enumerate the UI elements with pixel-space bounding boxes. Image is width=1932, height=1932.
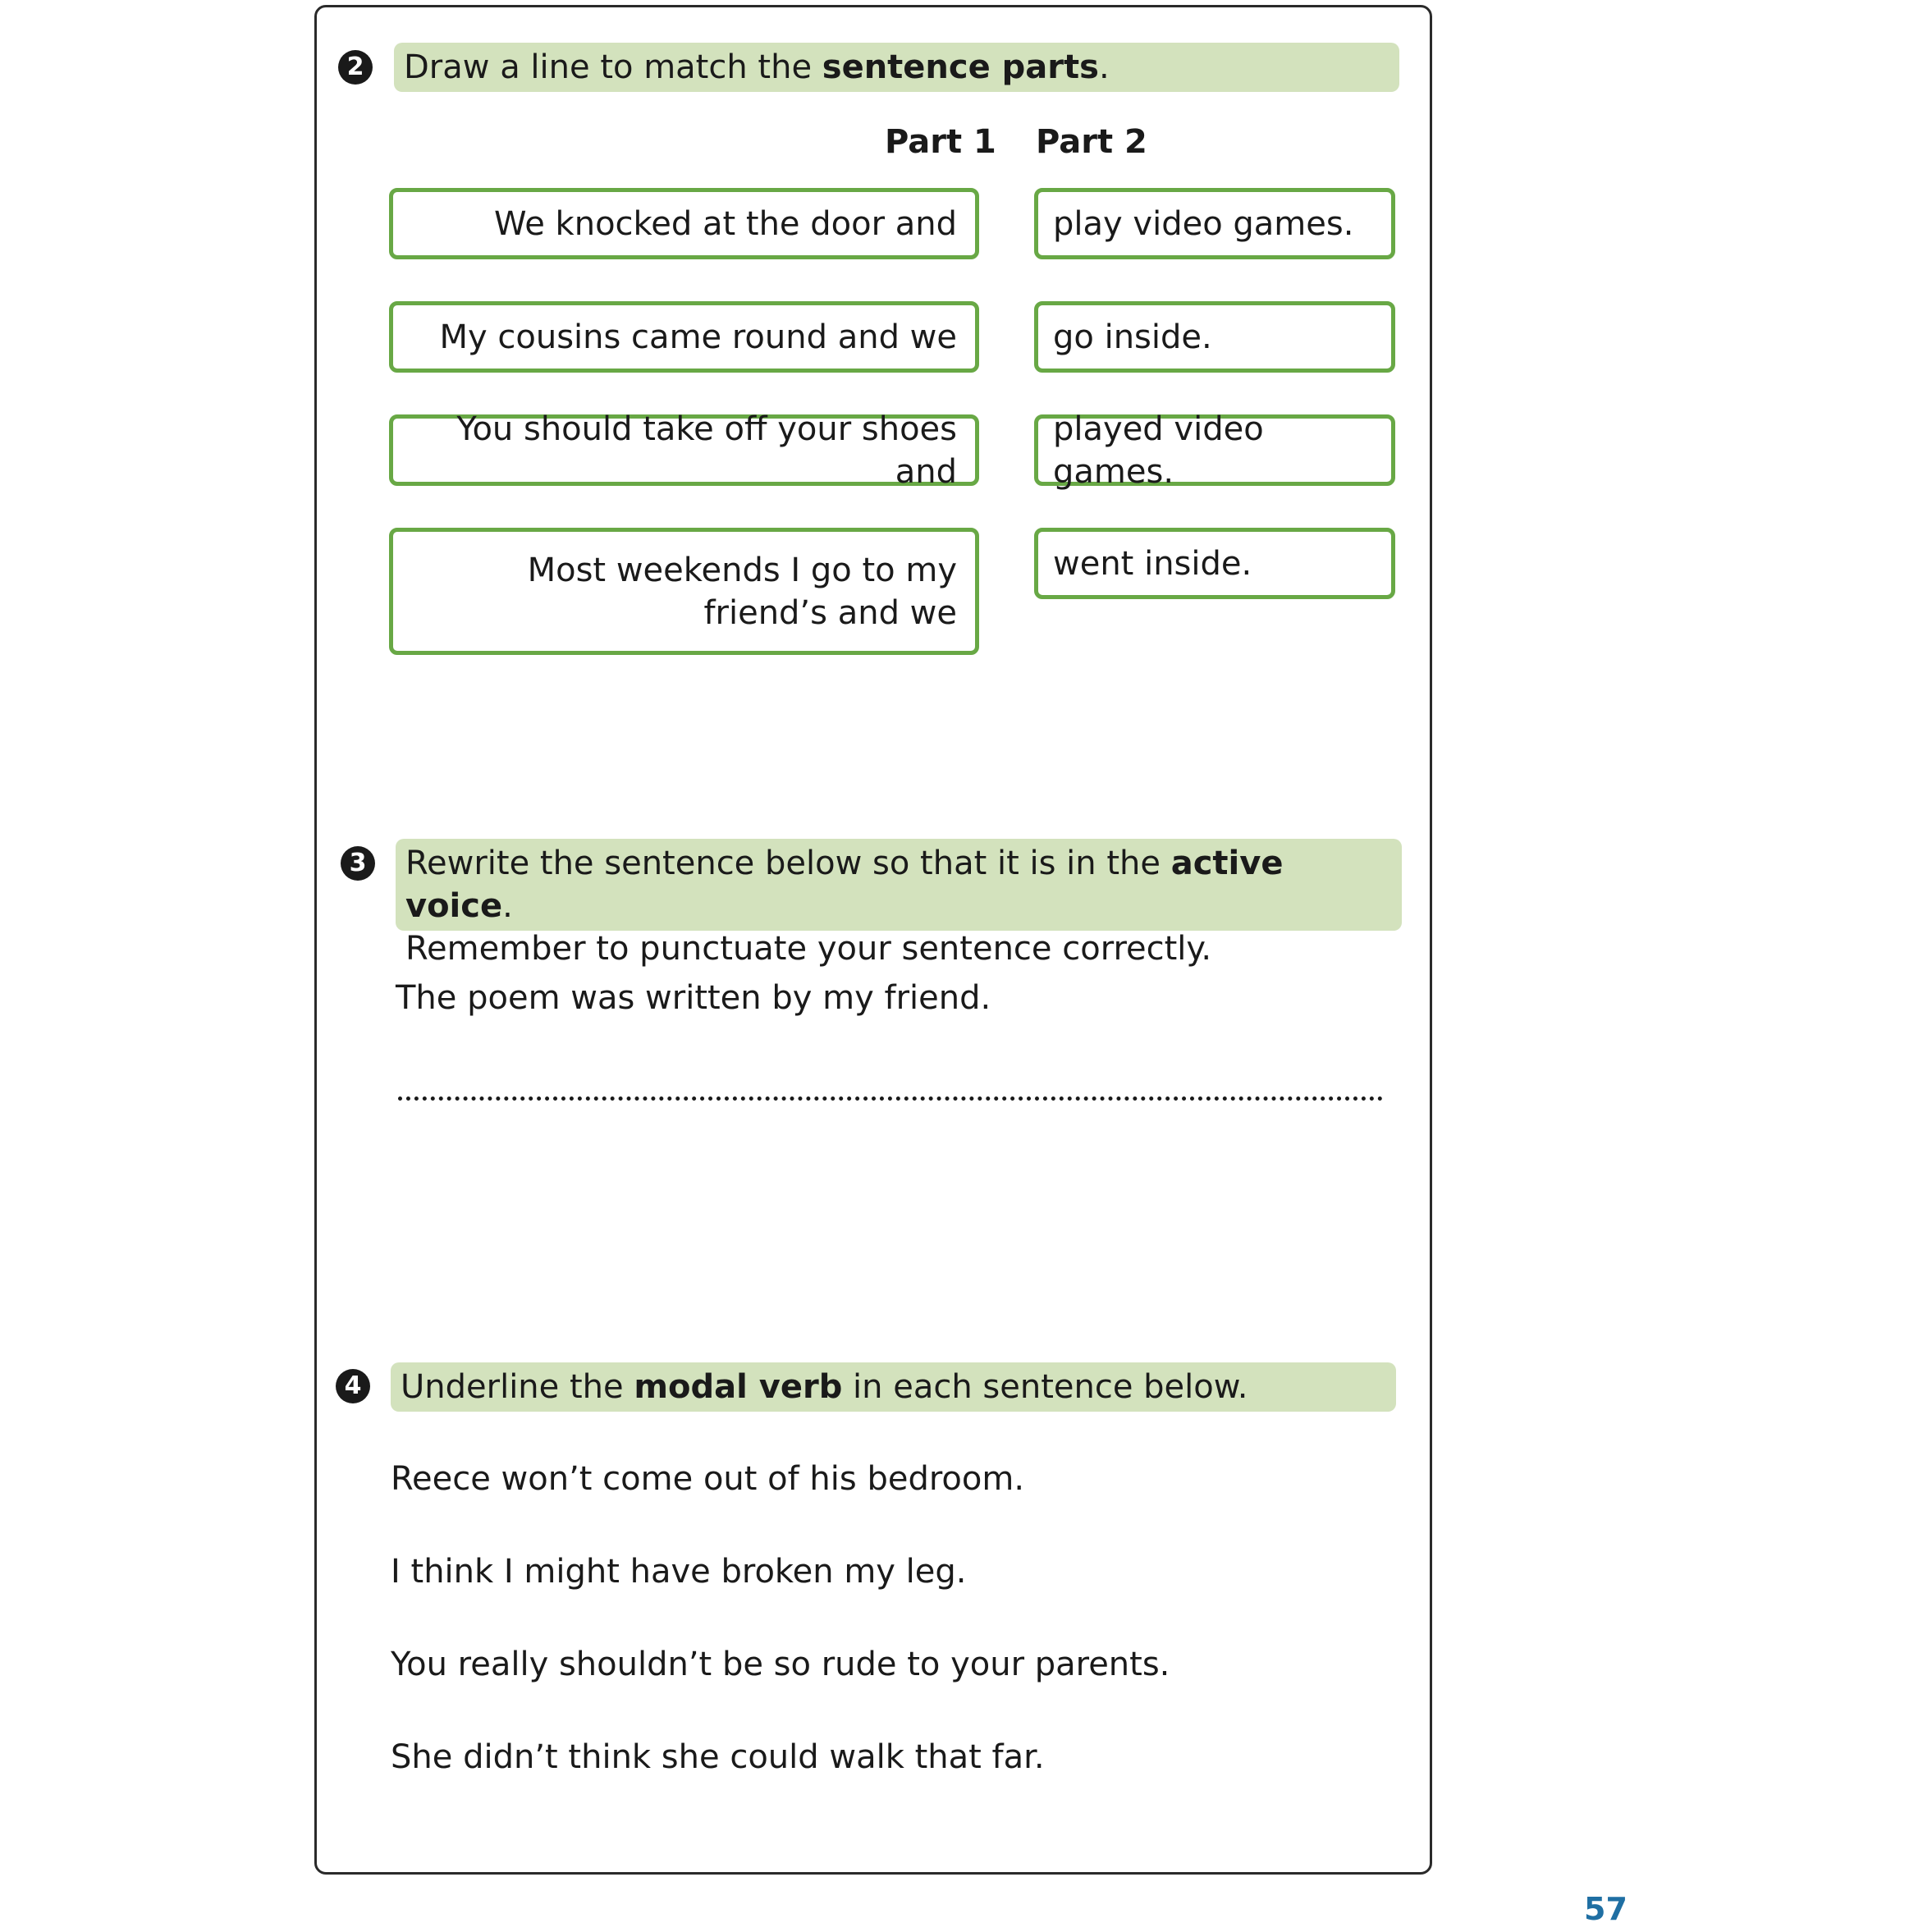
page-number: 57 [1584,1891,1628,1927]
part-2-box[interactable] [1034,410,1395,491]
instruction-text-end: . [502,887,513,925]
question-2-instruction [394,43,1399,92]
instruction-keyword: sentence parts [822,48,1099,86]
instruction-text-end: in each sentence below. [842,1368,1248,1406]
part-1-text: My cousins came round and we [439,318,957,356]
modal-sentence[interactable]: You really shouldn’t be so rude to your parents. [391,1646,1170,1683]
part-1-heading: Part 1 [885,123,996,161]
part-2-box[interactable] [1034,528,1395,599]
part-2-text: go inside. [1053,318,1212,356]
question-2-number: 2 [338,50,373,85]
part-2-text: play video games. [1053,204,1354,243]
instruction-text: Rewrite the sentence below so that it is in the [405,845,1171,882]
part-2-box[interactable] [1034,301,1395,373]
answer-line[interactable] [398,1096,1383,1101]
part-1-box[interactable] [389,528,979,655]
instruction-text: Underline the [401,1368,634,1406]
instruction-text-end: . [1098,48,1110,86]
part-2-text: went inside. [1053,544,1252,583]
part-1-text: We knocked at the door and [494,204,957,243]
part-2-text: played video games. [1053,410,1264,491]
instruction-text: Draw a line to match the [404,48,822,86]
passive-sentence: The poem was written by my friend. [396,979,991,1017]
part-1-box[interactable] [389,301,979,373]
part-1-box[interactable] [389,410,979,491]
question-3-instruction [396,839,1402,968]
question-4-instruction [391,1362,1396,1412]
instruction-text-line-2: Remember to punctuate your sentence correctly. [405,930,1212,968]
modal-sentence[interactable]: Reece won’t come out of his bedroom. [391,1460,1025,1498]
instruction-keyword: active voice [405,845,1284,925]
modal-sentence[interactable]: She didn’t think she could walk that far. [391,1738,1045,1776]
question-4-number: 4 [336,1369,370,1403]
part-2-box[interactable] [1034,188,1395,259]
question-3-number: 3 [341,846,375,881]
instruction-keyword: modal verb [634,1368,843,1406]
part-1-box[interactable] [389,188,979,259]
part-1-text: You should take off your shoes and [456,410,957,491]
part-1-text: Most weekends I go to my friend’s and we [527,551,957,632]
modal-sentence[interactable]: I think I might have broken my leg. [391,1553,967,1591]
part-2-heading: Part 2 [1036,123,1147,161]
